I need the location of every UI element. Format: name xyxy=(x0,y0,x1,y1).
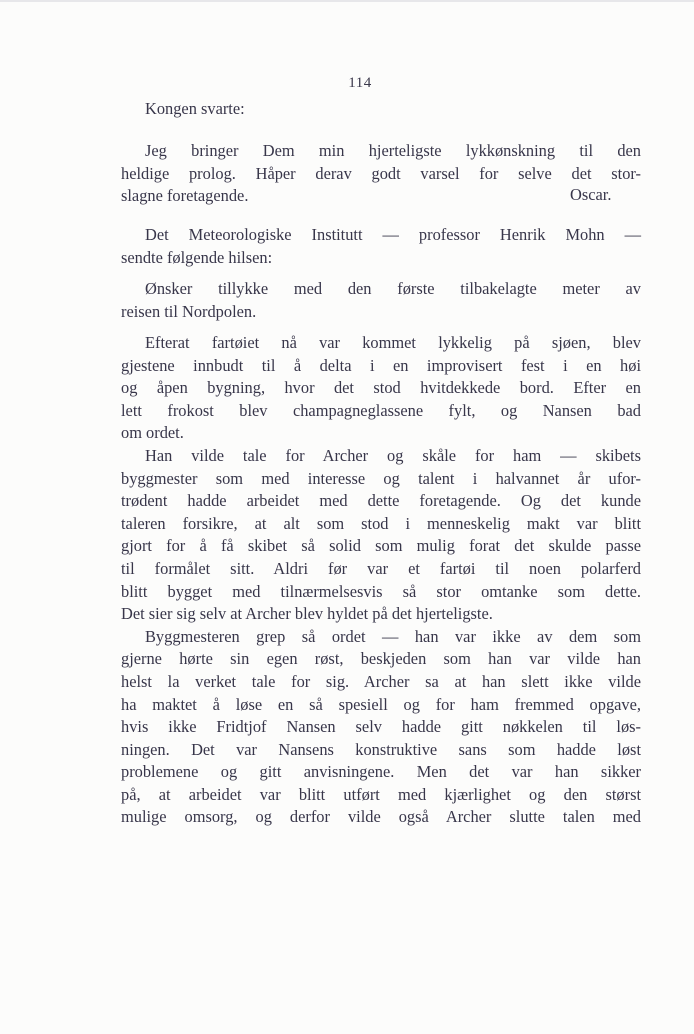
text-line: trødent hadde arbeidet med dette foretagende. Og det kunde xyxy=(121,491,641,511)
signature: Oscar. xyxy=(570,185,612,204)
text-line: reisen til Nordpolen. xyxy=(121,301,257,321)
intro-line: Kongen svarte: xyxy=(145,99,245,118)
meteorological-intro xyxy=(121,224,641,269)
text-line: Det Meteorologiske Institutt — professor Henrik Mohn — xyxy=(145,225,641,244)
text-line: blitt bygget med tilnærmelsesvis så stor omtanke som dette. xyxy=(121,581,641,601)
text-line: Jeg bringer Dem min hjerteligste lykkønskning til den xyxy=(145,141,641,160)
text-line: om ordet. xyxy=(121,423,184,443)
page-number: 114 xyxy=(348,75,372,91)
text-line: til formålet sitt. Aldri før var et fartøi til noen polarferd xyxy=(121,558,641,578)
text-line: byggmester som med interesse og talent i halvannet år ufor- xyxy=(121,468,641,488)
text-line: og åpen bygning, hvor det stod hvitdekkede bord. Efter en xyxy=(121,378,641,398)
text-line: hvis ikke Fridtjof Nansen selv hadde gitt nøkkelen til løs- xyxy=(121,717,641,737)
text-line: gjort for å få skibet så solid som mulig forat det skulde passe xyxy=(121,536,641,556)
text-line: Det sier sig selv at Archer blev hyldet på det hjerteligste. xyxy=(121,604,493,624)
text-line: slagne foretagende. xyxy=(121,186,249,206)
text-line: sendte følgende hilsen: xyxy=(121,247,273,267)
body-text xyxy=(121,332,641,829)
text-line: Ønsker tillykke med den første tilbakelagte meter av xyxy=(145,279,641,298)
text-line: heldige prolog. Håper derav godt varsel for selve det stor- xyxy=(121,163,641,183)
king-telegram xyxy=(121,140,641,208)
text-line: gjerne hørte sin egen røst, beskjeden som han var vilde han xyxy=(121,649,641,669)
text-line: mulige omsorg, og derfor vilde også Archer slutte talen med xyxy=(121,807,641,827)
text-line: gjestene innbudt til å delta i en improvisert fest i en høi xyxy=(121,355,641,375)
text-line: problemene og gitt anvisningene. Men det var han sikker xyxy=(121,762,641,782)
text-line: lett frokost blev champagneglassene fylt, og Nansen bad xyxy=(121,400,641,420)
text-line: helst la verket tale for sig. Archer sa at han slett ikke vilde xyxy=(121,671,641,691)
text-line: ha maktet å løse en så spesiell og for ham fremmed opgave, xyxy=(121,694,641,714)
text-line: på, at arbeidet var blitt utført med kjærlighet og den størst xyxy=(121,784,641,804)
text-line: Efterat fartøiet nå var kommet lykkelig på sjøen, blev xyxy=(145,333,641,352)
text-line: Byggmesteren grep så ordet — han var ikke av dem som xyxy=(145,626,641,646)
institute-telegram xyxy=(121,278,641,323)
text-line: ningen. Det var Nansens konstruktive sans som hadde løst xyxy=(121,739,641,759)
text-line: taleren forsikre, at alt som stod i menneskelig makt var blitt xyxy=(121,513,641,533)
text-line: Han vilde tale for Archer og skåle for ham — skibets xyxy=(145,445,641,465)
